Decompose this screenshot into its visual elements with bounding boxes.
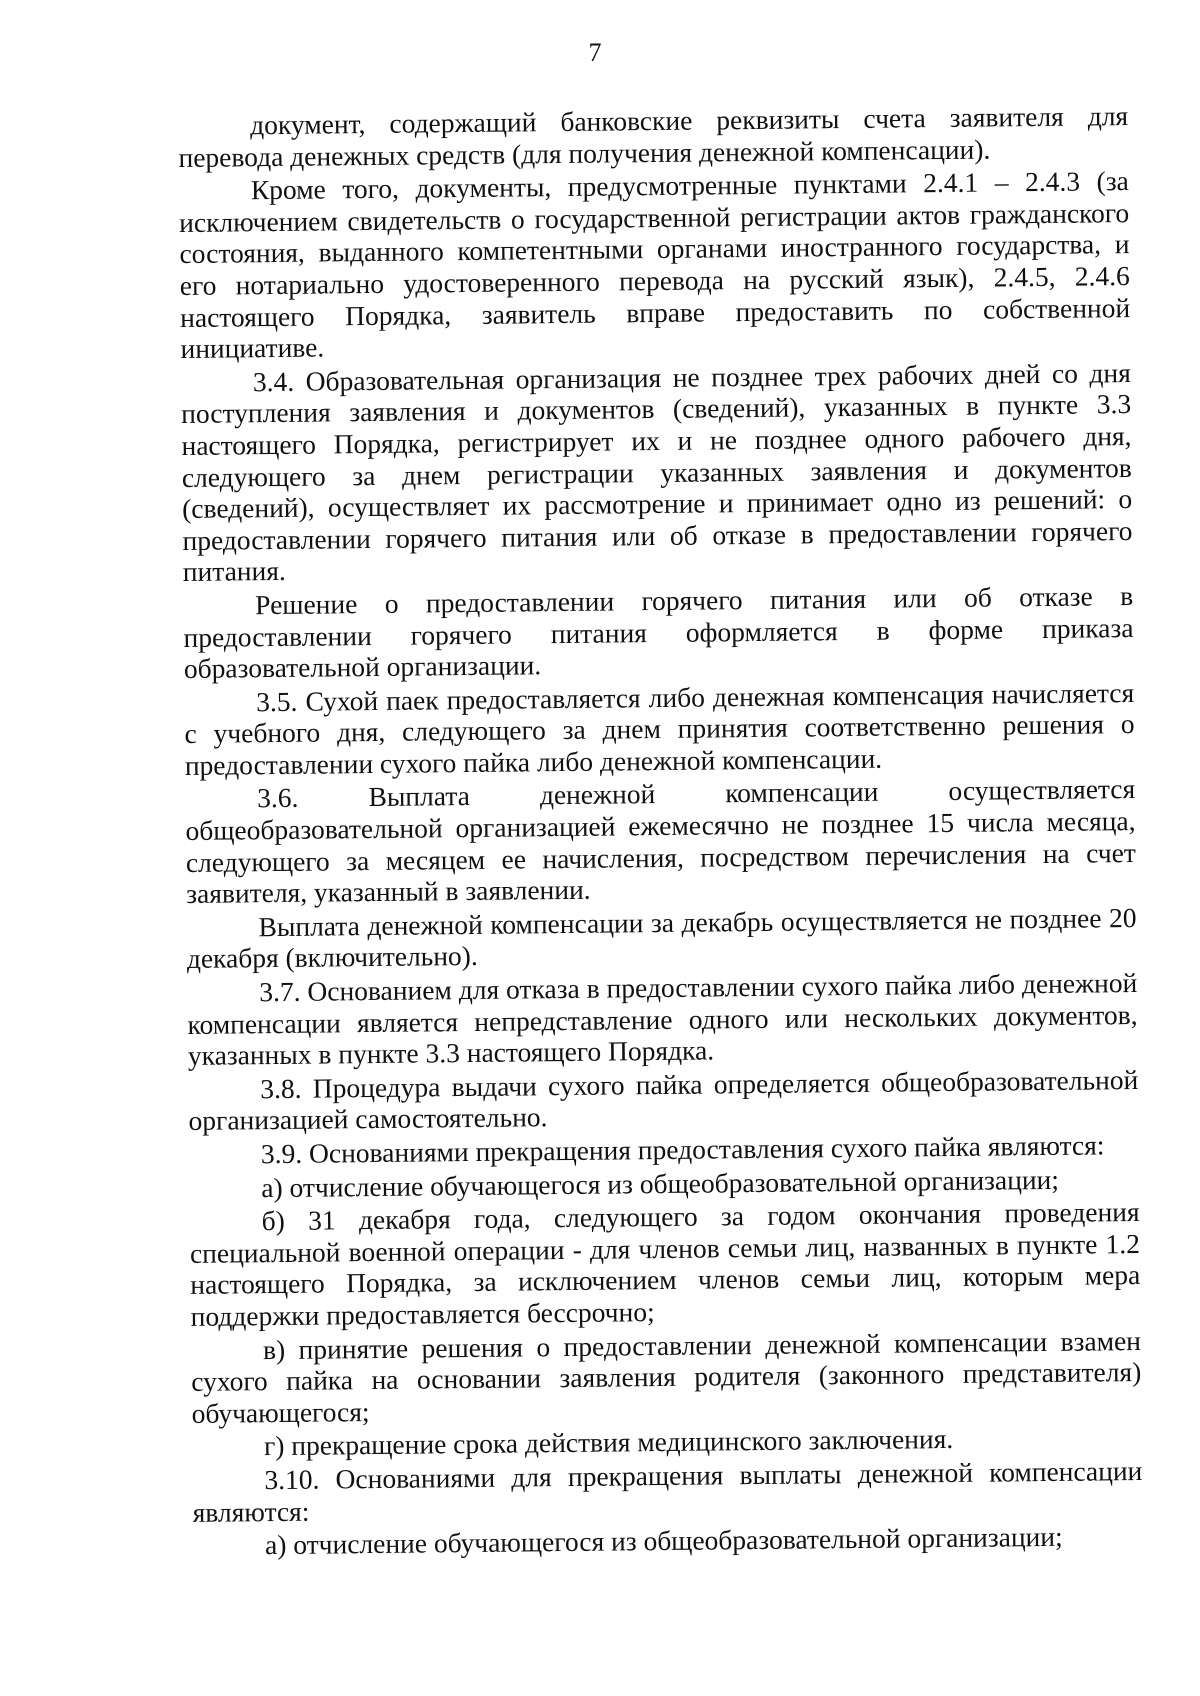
paragraph-3-4: 3.4. Образовательная организация не позднее трех рабочих дней со дня поступления заявления и документов (сведений), указанных в пункте 3.3 настоящего Порядка, регистрирует их и не позднее одного рабочего дня, следующего за днем регистрации указанных заявления и документов (сведений), осуществляет их рассмотрение и принимает одно из решений: о предоставлении горячего питания или об отказе в предоставлении горячего питания. — [181, 356, 1133, 588]
paragraph-3-6: 3.6. Выплата денежной компенсации осуществляется общеобразовательной организацией ежемесячно не позднее 15 числа месяца, следующего за месяцем ее начисления, посредством перечисления на счет заявителя, указанный в заявлении. — [185, 773, 1136, 910]
paragraph-3-10: 3.10. Основаниями для прекращения выплаты денежной компенсации являются: — [192, 1454, 1143, 1528]
list-item-3-9-a: а) отчисление обучающегося из общеобразовательной организации; — [261, 1163, 1060, 1203]
paragraph-bank-details: документ, содержащий банковские реквизиты счета заявителя для перевода денежных средств (для получения денежной компенсации). — [178, 100, 1129, 173]
list-item-3-9-b: б) 31 декабря года, следующего за годом окончания проведения специальной военной операции - для членов семьи лиц, названных в пункте 1.2 настоящего Порядка, за исключением членов семьи лиц, которым мера поддержки предоставляется бессрочно; — [189, 1196, 1141, 1332]
document-body — [178, 100, 1143, 1564]
paragraph-decision-order: Решение о предоставлении горячего питания или об отказе в предоставлении горячего питания оформляется в форме приказа образовательной организации. — [183, 579, 1134, 685]
paragraph-3-8: 3.8. Процедура выдачи сухого пайка определяется общеобразовательной организацией самостоятельно. — [188, 1063, 1139, 1137]
list-item-3-9-v: в) принятие решения о предоставлении денежной компенсации взамен сухого пайка на основании заявления родителя (законного представителя) обучающегося; — [191, 1324, 1142, 1429]
page-number: 7 — [588, 38, 602, 67]
list-item-3-9-g: г) прекращение срока действия медицинского заключения. — [263, 1423, 954, 1462]
list-item-3-10-a: а) отчисление обучающегося из общеобразовательной организации; — [264, 1520, 1063, 1561]
paragraph-optional-documents: Кроме того, документы, предусмотренные пунктами 2.4.1 – 2.4.3 (за исключением свидетельств о государственной регистрации актов гражданского состояния, выданного компетентными органами иностранного государства, и его нотариально удостоверенного перевода на русский язык), 2.4.5, 2.4.6 настоящего Порядка, заявитель вправе предоставить по собственной инициативе. — [179, 165, 1131, 365]
paragraph-3-7: 3.7. Основанием для отказа в предоставлении сухого пайка либо денежной компенсации является непредставление одного или нескольких документов, указанных в пункте 3.3 настоящего Порядка. — [187, 967, 1138, 1072]
paragraph-3-5: 3.5. Сухой паек предоставляется либо денежная компенсация начисляется с учебного дня, следующего за днем принятия соответственно решения о предоставлении сухого пайка либо денежной компенсации. — [184, 676, 1135, 781]
paragraph-3-9: 3.9. Основаниями прекращения предоставления сухого пайка являются: — [260, 1129, 1105, 1170]
paragraph-december-payment: Выплата денежной компенсации за декабрь осуществляется не позднее 20 декабря (включительно). — [186, 901, 1137, 975]
